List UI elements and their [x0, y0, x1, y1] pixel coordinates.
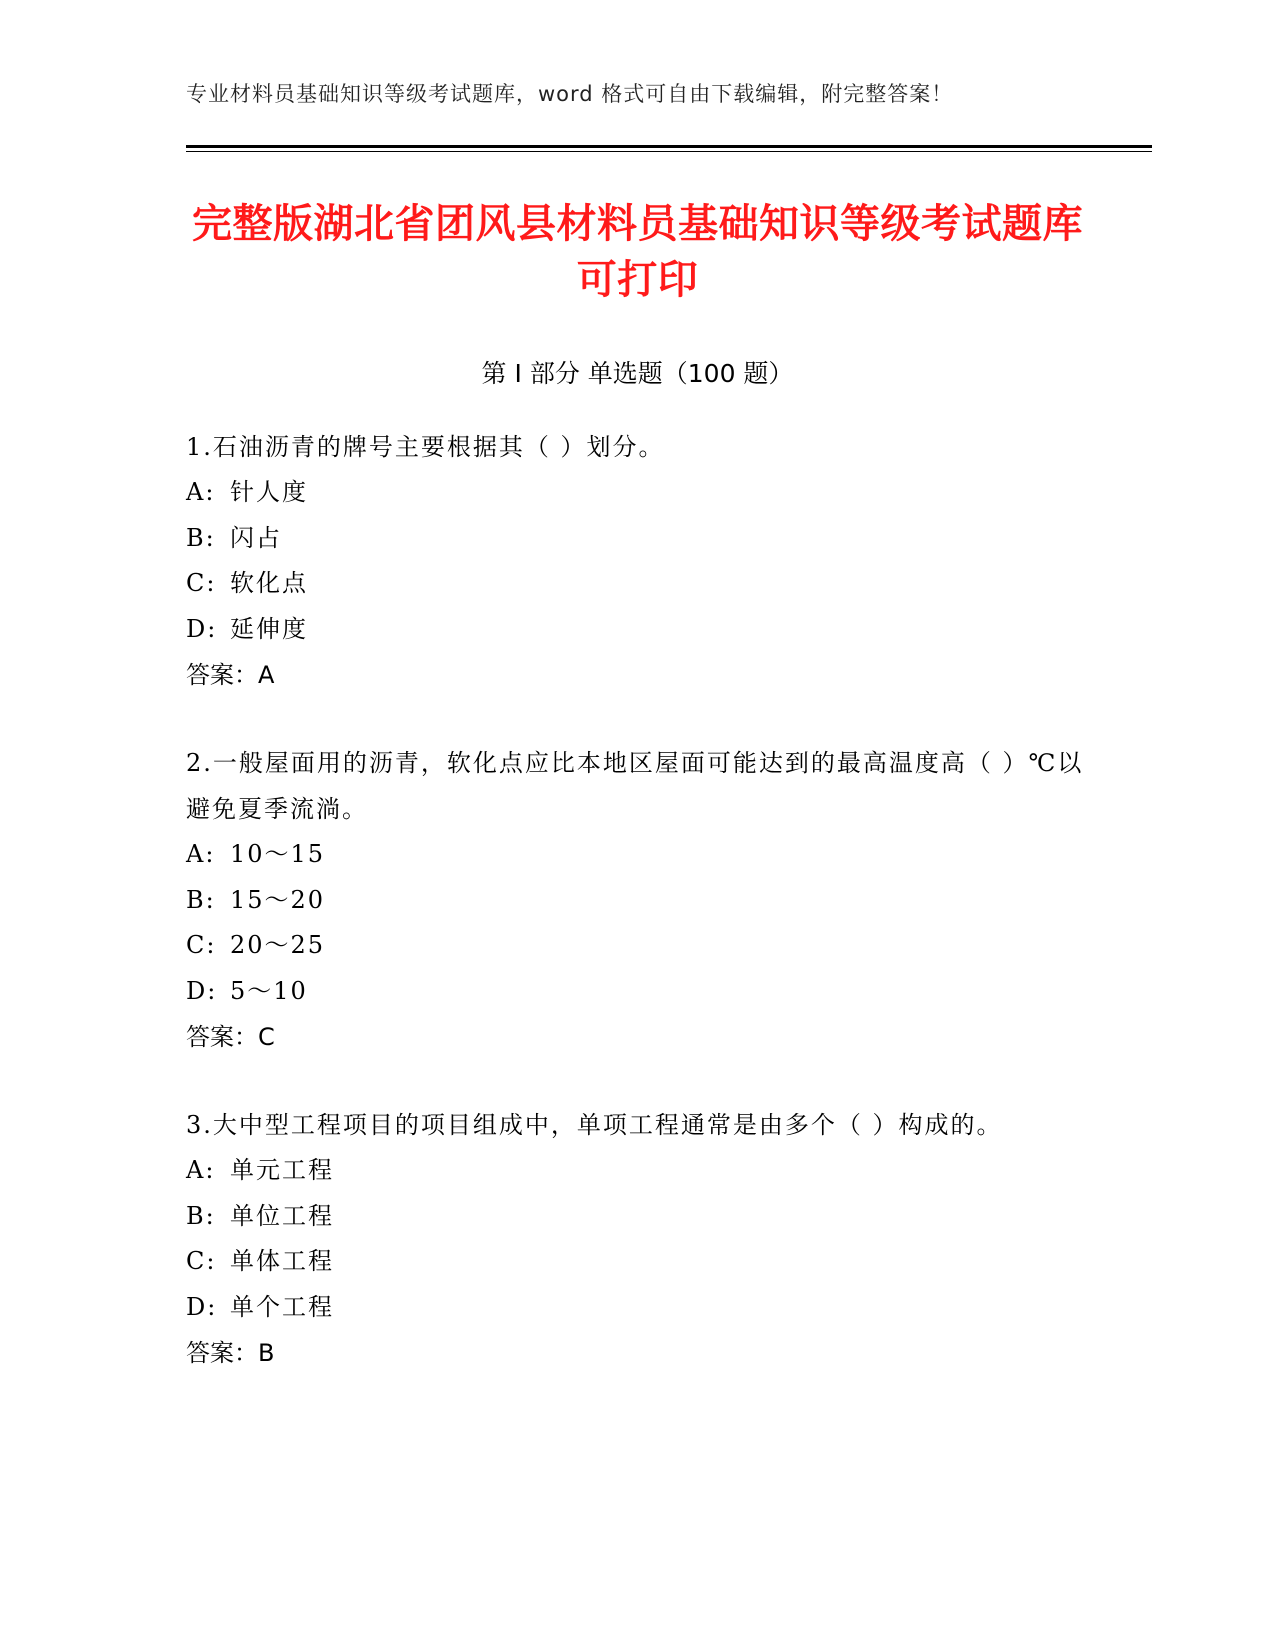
option-b — [186, 516, 1086, 562]
option-letter: D: — [186, 1292, 218, 1321]
option-c — [186, 1239, 1086, 1285]
option-letter: B: — [186, 1201, 216, 1230]
option-text: 单体工程 — [230, 1247, 334, 1275]
answer-line: 答案：C — [186, 1023, 275, 1051]
option-a — [186, 470, 1086, 516]
option-text: 10～15 — [230, 840, 326, 868]
option-a — [186, 832, 1086, 878]
option-letter: C: — [186, 1247, 217, 1275]
question-1 — [186, 424, 1086, 698]
section-heading: 第 I 部分 单选题（100 题） — [481, 359, 794, 388]
option-text: 延伸度 — [230, 614, 308, 643]
option-text: 针人度 — [230, 478, 308, 506]
option-letter: A: — [186, 1156, 216, 1184]
option-d — [186, 969, 1086, 1015]
option-text: 单元工程 — [230, 1156, 334, 1184]
option-letter: C: — [186, 569, 217, 597]
option-b — [186, 1194, 1086, 1240]
document-title: 完整版湖北省团风县材料员基础知识等级考试题库可打印 — [192, 201, 1083, 303]
option-letter: D: — [186, 976, 218, 1005]
header-rule-thin — [186, 151, 1152, 152]
option-letter: A: — [186, 478, 216, 506]
answer-line: 答案：B — [186, 1339, 275, 1367]
option-d — [186, 1285, 1086, 1331]
option-c — [186, 561, 1086, 607]
option-text: 闪占 — [230, 523, 282, 552]
option-text: 软化点 — [230, 569, 308, 597]
option-a — [186, 1148, 1086, 1194]
question-stem: 1.石油沥青的牌号主要根据其（ ）划分。 — [186, 433, 665, 461]
question-3 — [186, 1102, 1086, 1376]
option-letter: B: — [186, 523, 216, 552]
option-letter: A: — [186, 840, 216, 868]
option-c — [186, 923, 1086, 969]
option-text: 单位工程 — [230, 1201, 334, 1230]
option-text: 15～20 — [230, 885, 326, 914]
answer-line: 答案：A — [186, 661, 275, 689]
option-b — [186, 878, 1086, 924]
question-stem: 2.一般屋面用的沥青，软化点应比本地区屋面可能达到的最高温度高（ ）℃以避免夏季流淌。 — [186, 749, 1084, 823]
option-text: 5～10 — [230, 976, 308, 1005]
header-note: 专业材料员基础知识等级考试题库，word 格式可自由下载编辑，附完整答案！ — [186, 82, 954, 106]
option-text: 20～25 — [230, 931, 326, 959]
option-text: 单个工程 — [230, 1292, 334, 1321]
header-rule-thick — [186, 145, 1152, 148]
option-letter: D: — [186, 614, 218, 643]
question-2 — [186, 740, 1086, 1060]
question-stem: 3.大中型工程项目的项目组成中，单项工程通常是由多个（ ）构成的。 — [186, 1111, 1003, 1139]
option-letter: B: — [186, 885, 216, 914]
option-letter: C: — [186, 931, 217, 959]
option-d — [186, 607, 1086, 653]
